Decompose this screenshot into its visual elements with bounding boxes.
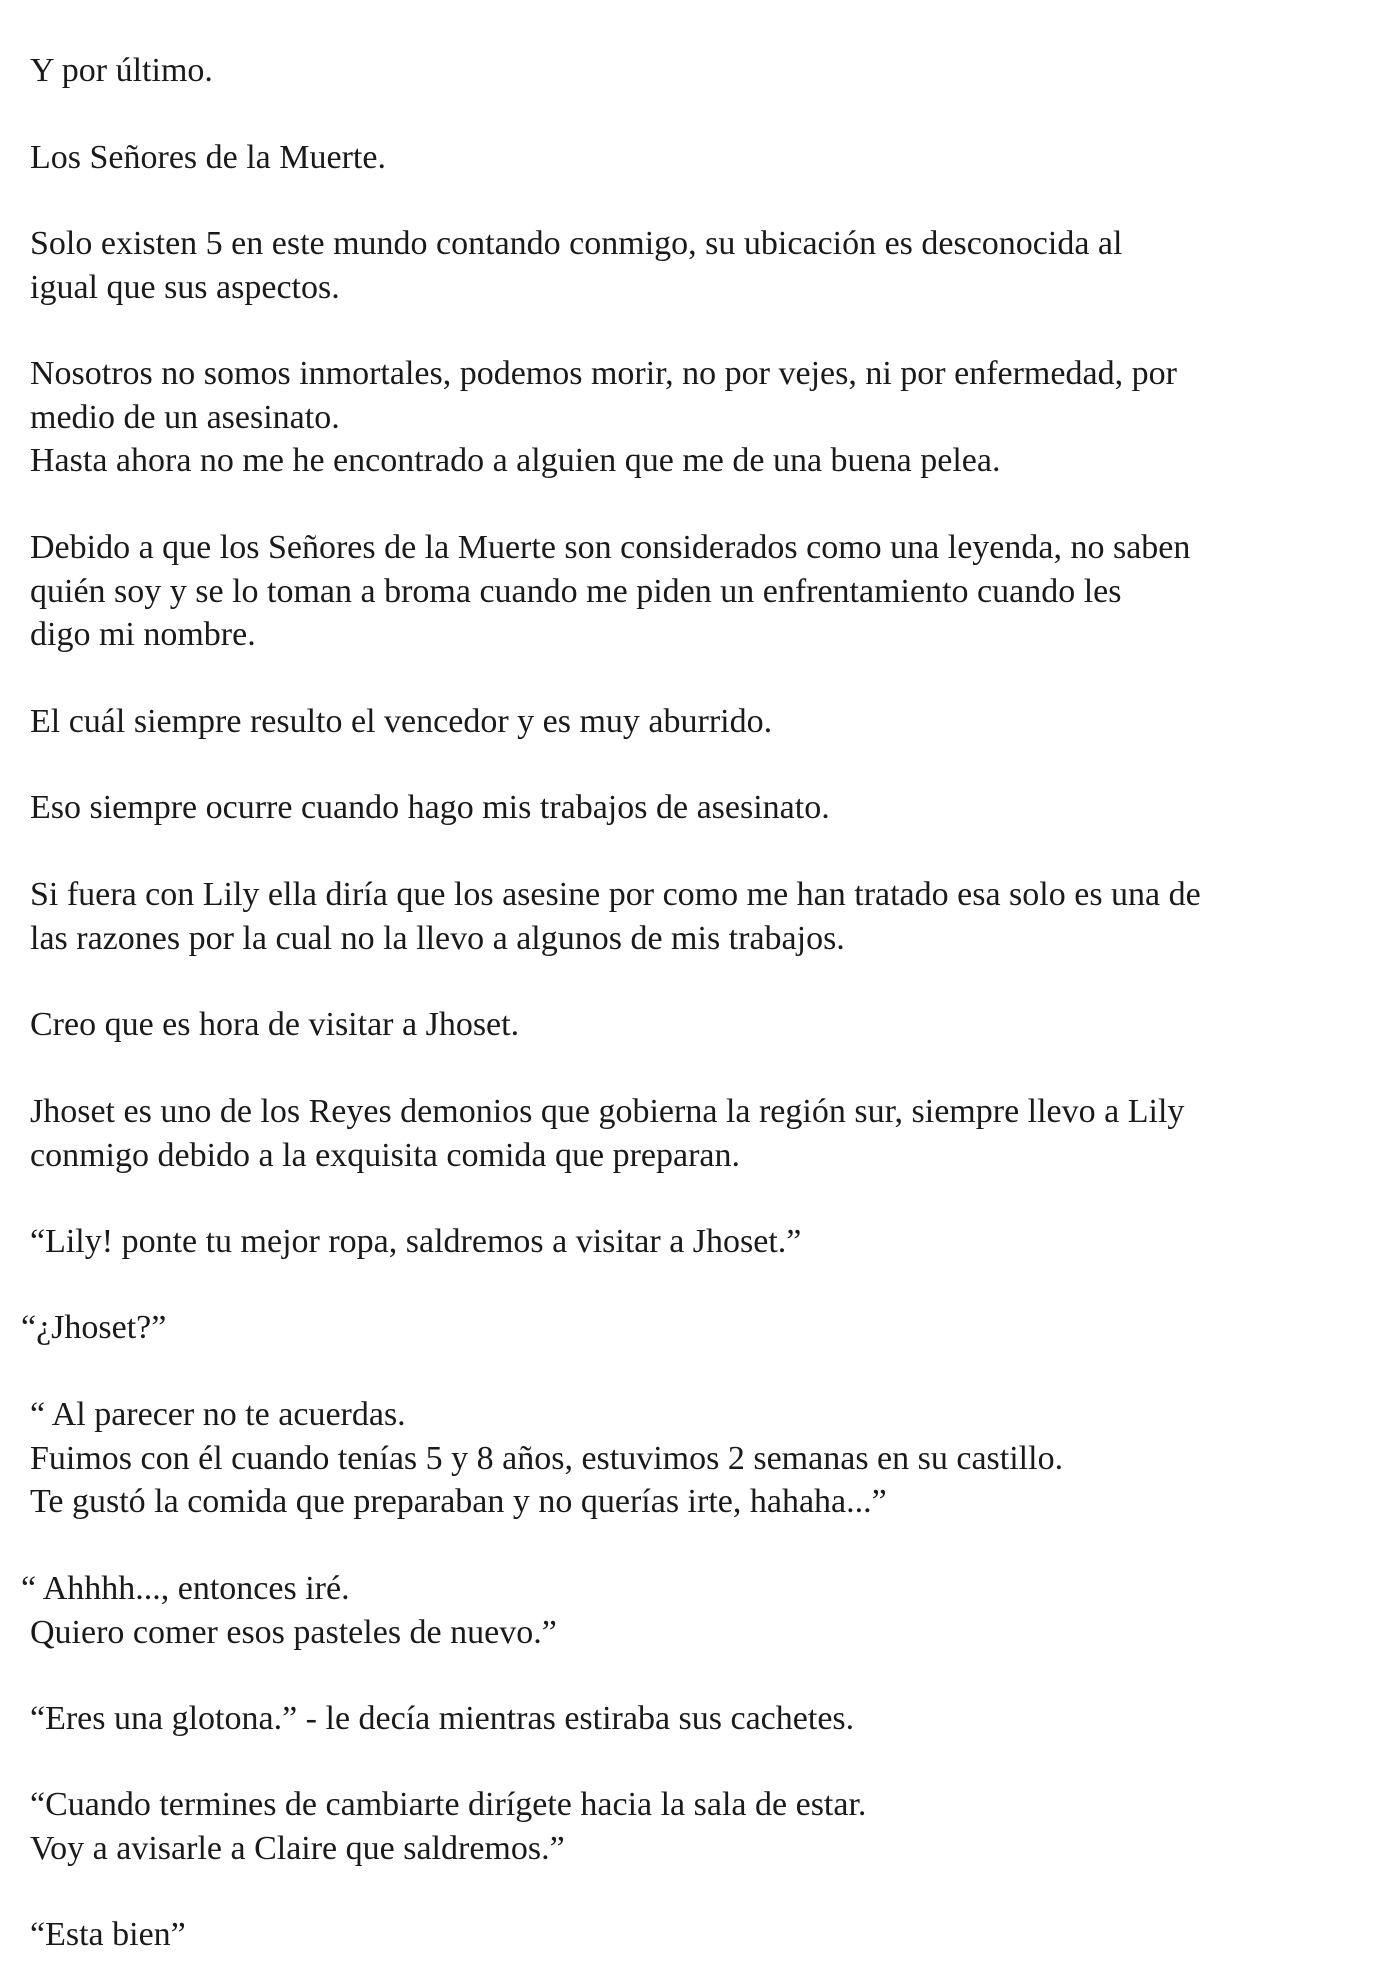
text-line: medio de un asesinato. <box>30 398 340 436</box>
paragraph <box>30 700 772 744</box>
text-line: Jhoset es uno de los Reyes demonios que gobierna la región sur, siempre llevo a Lily <box>30 1093 1185 1130</box>
paragraph <box>30 786 830 830</box>
text-line: “Eres una glotona.” - le decía mientras estiraba sus cachetes. <box>30 1700 855 1737</box>
text-line: “ Al parecer no te acuerdas. <box>30 1396 406 1433</box>
text-line: Te gustó la comida que preparaban y no querías irte, hahaha...” <box>30 1483 887 1520</box>
text-line: quién soy y se lo toman a broma cuando me piden un enfrentamiento cuando les <box>30 572 1122 610</box>
text-line: Creo que es hora de visitar a Jhoset. <box>30 1006 520 1043</box>
text-line: digo mi nombre. <box>30 616 256 653</box>
paragraph <box>30 352 1177 483</box>
text-line: Y por último. <box>30 52 213 89</box>
paragraph <box>30 1913 186 1957</box>
text-line: Hasta ahora no me he encontrado a alguien que me de una buena pelea. <box>30 442 1001 479</box>
text-line: igual que sus aspectos. <box>30 268 340 306</box>
text-line: Si fuera con Lily ella diría que los asesine por como me han tratado esa solo es una de <box>30 876 1201 913</box>
text-line: Nosotros no somos inmortales, podemos morir, no por vejes, ni por enfermedad, por <box>30 355 1177 392</box>
text-line: Eso siempre ocurre cuando hago mis trabajos de asesinato. <box>30 789 830 826</box>
paragraph <box>30 1697 854 1741</box>
paragraph <box>30 1393 1063 1524</box>
paragraph <box>21 1306 166 1350</box>
text-line: Debido a que los Señores de la Muerte son considerados como una leyenda, no saben <box>30 529 1191 566</box>
text-line: Los Señores de la Muerte. <box>30 139 386 176</box>
paragraph <box>30 1220 801 1264</box>
text-line: “Esta bien” <box>30 1916 186 1953</box>
paragraph <box>21 1567 557 1654</box>
text-line: Quiero comer esos pasteles de nuevo.” <box>30 1613 557 1651</box>
text-line: las razones por la cual no la llevo a algunos de mis trabajos. <box>30 919 845 957</box>
text-line: Fuimos con él cuando tenías 5 y 8 años, estuvimos 2 semanas en su castillo. <box>30 1439 1064 1477</box>
paragraph <box>30 1090 1184 1177</box>
text-line: Solo existen 5 en este mundo contando conmigo, su ubicación es desconocida al <box>30 225 1123 262</box>
paragraph <box>30 1783 866 1870</box>
text-line: El cuál siempre resulto el vencedor y es muy aburrido. <box>30 703 773 740</box>
text-line: Voy a avisarle a Claire que saldremos.” <box>30 1829 565 1867</box>
text-line: conmigo debido a la exquisita comida que preparan. <box>30 1136 740 1174</box>
paragraph <box>30 136 386 180</box>
text-line: “Cuando termines de cambiarte dirígete hacia la sala de estar. <box>30 1786 867 1823</box>
paragraph <box>30 222 1122 309</box>
paragraph <box>30 873 1201 960</box>
paragraph <box>30 49 213 93</box>
text-line: “¿Jhoset?” <box>21 1309 167 1346</box>
paragraph <box>30 1003 519 1047</box>
text-line: “ Ahhhh..., entonces iré. <box>21 1570 350 1607</box>
text-line: “Lily! ponte tu mejor ropa, saldremos a visitar a Jhoset.” <box>30 1223 802 1260</box>
paragraph <box>30 526 1190 657</box>
